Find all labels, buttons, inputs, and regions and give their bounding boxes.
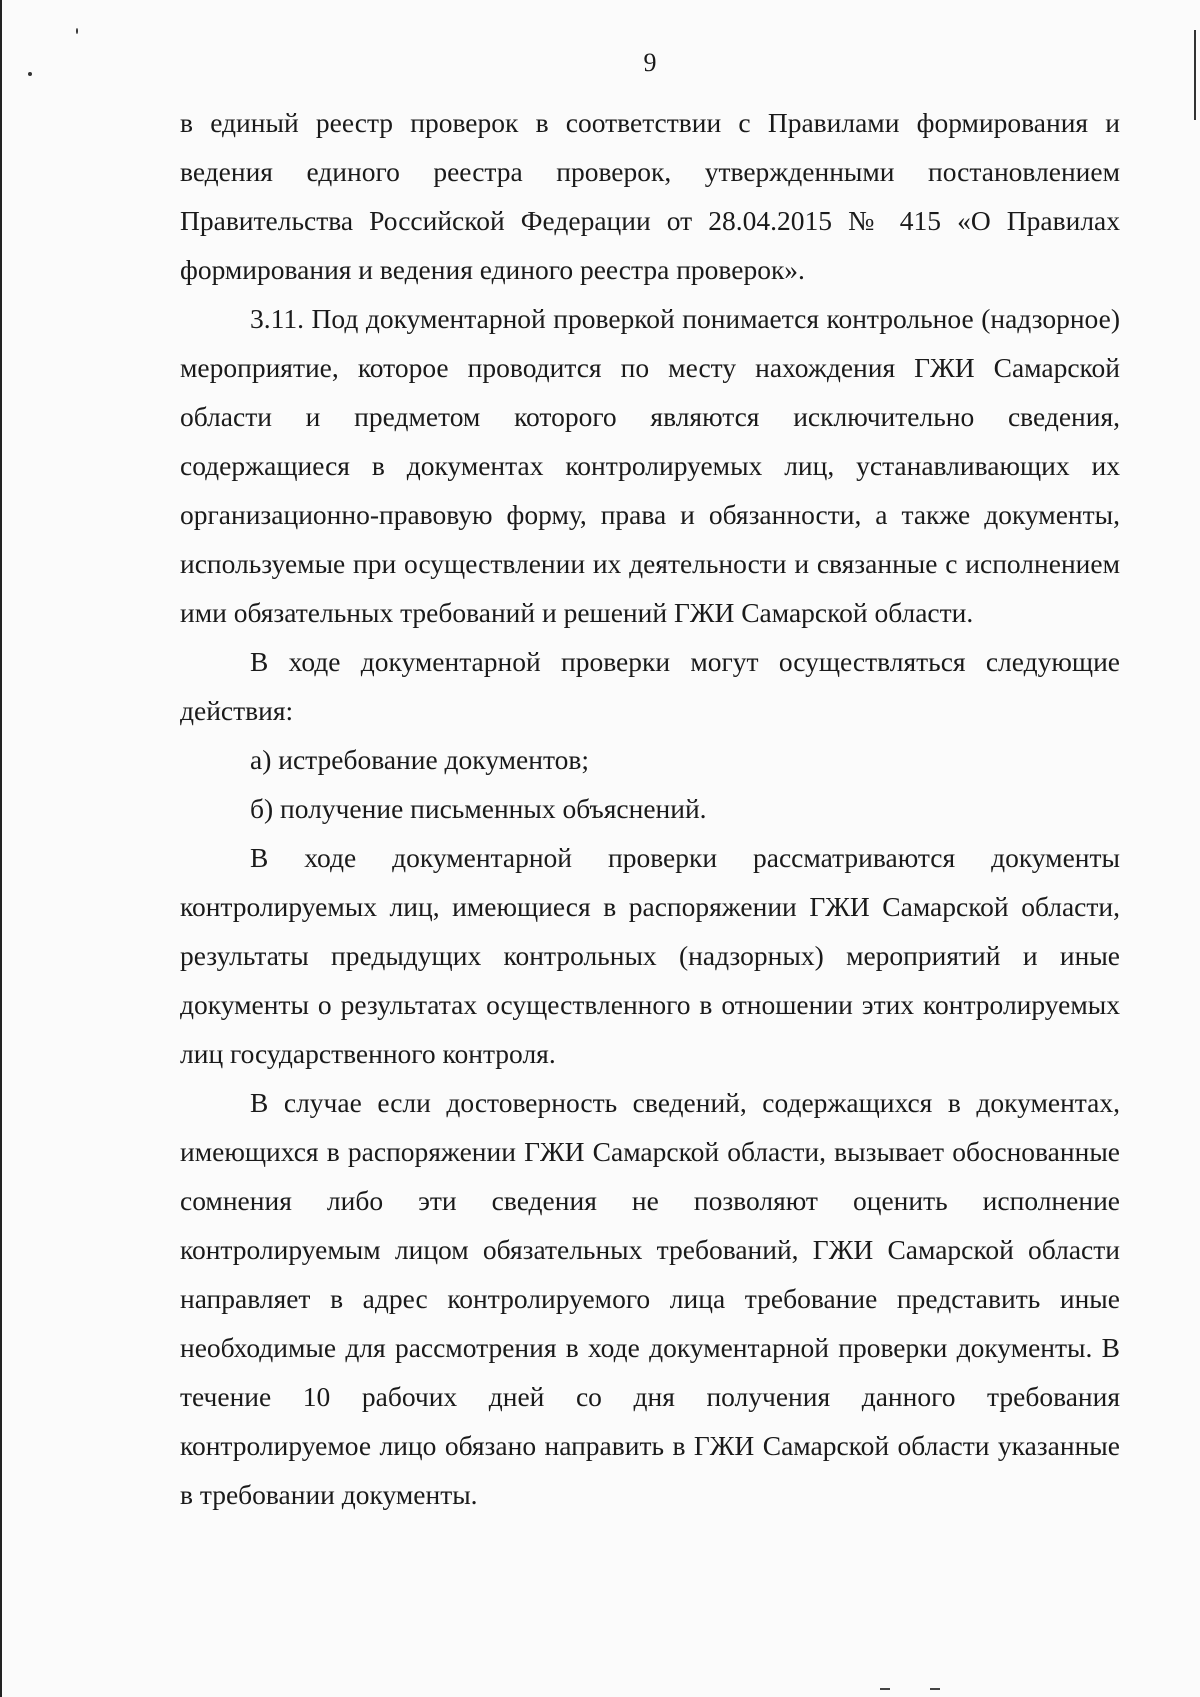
paragraph-actions-intro: В ходе документарной проверки могут осуществляться следующие действия: bbox=[180, 646, 1120, 726]
list-item-a: а) истребование документов; bbox=[250, 744, 590, 775]
list-item-b: б) получение письменных объяснений. bbox=[250, 793, 707, 824]
paragraph-doubts-request: В случае если достоверность сведений, содержащихся в документах, имеющихся в распоряжении ГЖИ Самарской области, вызывает обоснованные сомнения либо эти сведения не позволяют оценить исполнение контролируемым лицом обязательных требований, ГЖИ Самарской области направляет в адрес контролируемого лица требование представить иные необходимые для рассмотрения в ходе документарной проверки документы. В течение 10 рабочих дней со дня получения данного требования контролируемое лицо обязано направить в ГЖИ Самарской области указанные в требовании документы. bbox=[180, 1087, 1120, 1510]
paragraph-registry-continuation: в единый реестр проверок в соответствии с Правилами формирования и ведения единого реестра проверок, утвержденными постановлением Правительства Российской Федерации от 28.04.2015 № 415 «О Правилах формирования и ведения единого реестра проверок». bbox=[180, 107, 1120, 285]
scan-left-edge bbox=[0, 0, 2, 1697]
scan-speck bbox=[930, 1688, 940, 1690]
scan-speck bbox=[76, 28, 78, 34]
page-number: 9 bbox=[643, 48, 657, 77]
paragraph-3-11-definition: 3.11. Под документарной проверкой понимается контрольное (надзорное) мероприятие, которое проводится по месту нахождения ГЖИ Самарской области и предметом которого являются исключительно сведения, содержащиеся в документах контролируемых лиц, устанавливающих их организационно-правовую форму, права и обязанности, а также документы, используемые при осуществлении их деятельности и связанные с исполнением ими обязательных требований и решений ГЖИ Самарской области. bbox=[180, 303, 1120, 628]
document-body bbox=[180, 98, 1120, 1519]
paragraph-documents-reviewed: В ходе документарной проверки рассматриваются документы контролируемых лиц, имеющиеся в распоряжении ГЖИ Самарской области, результаты предыдущих контрольных (надзорных) мероприятий и иные документы о результатах осуществленного в отношении этих контролируемых лиц государственного контроля. bbox=[180, 842, 1120, 1069]
scan-speck bbox=[880, 1688, 890, 1690]
